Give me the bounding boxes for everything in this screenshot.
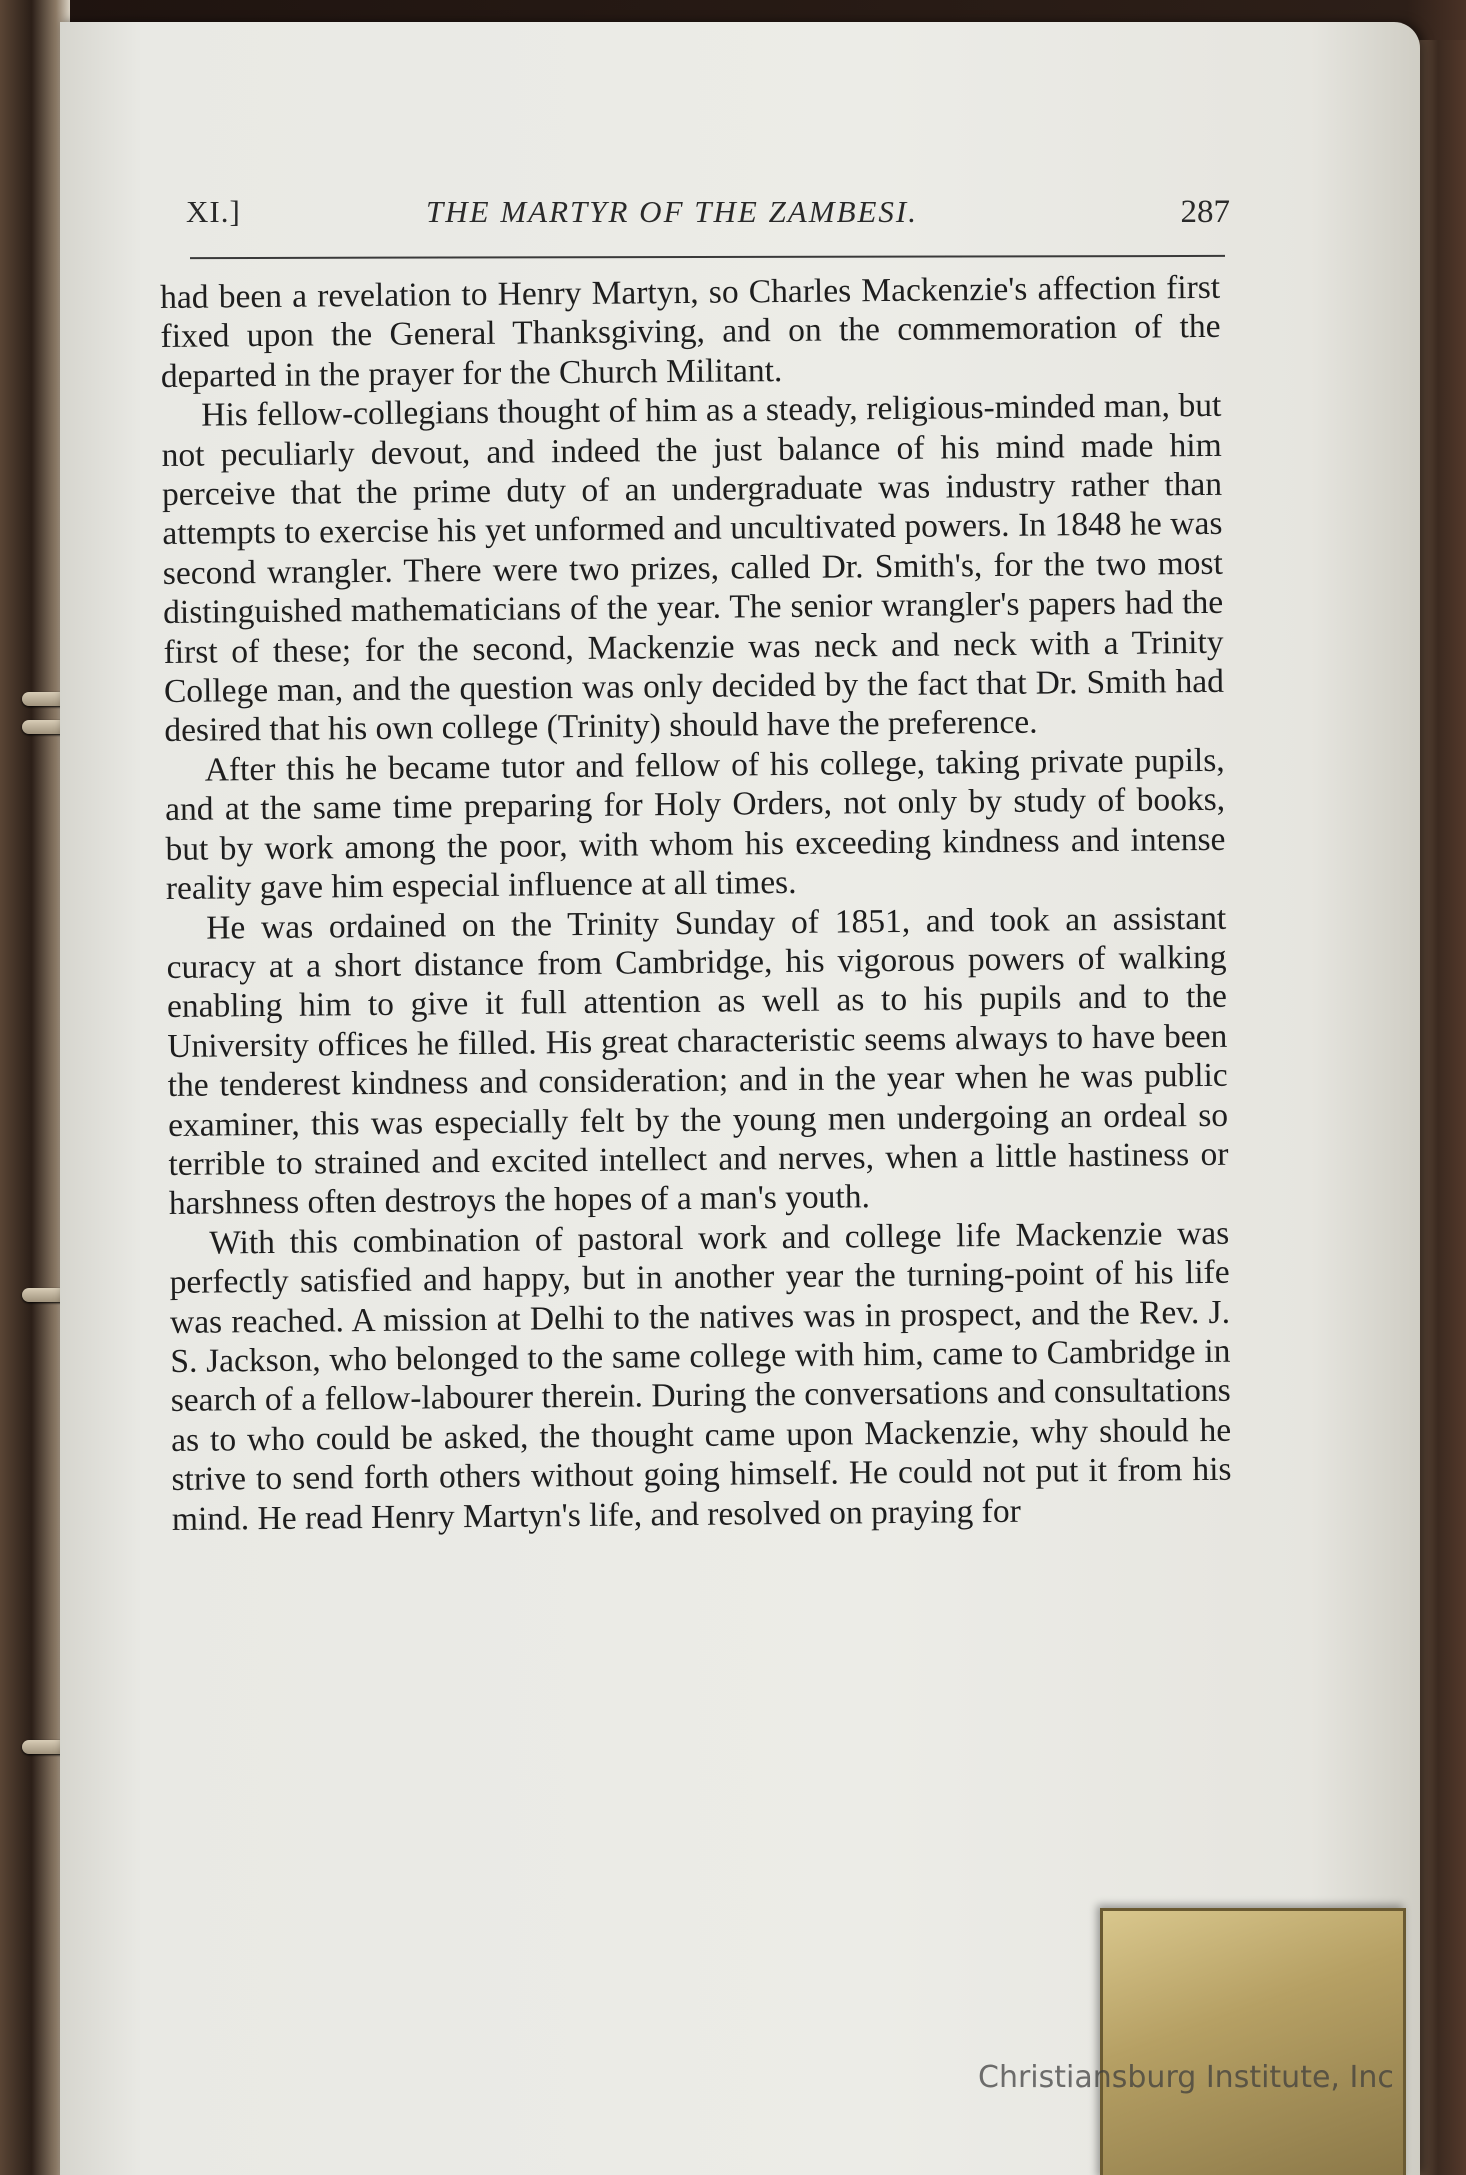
paragraph: His fellow-collegians thought of him as a steady, religious-minded man, but not peculiarly devout, and indeed the just balance of his mind made him perceive that the prime duty of an undergraduate was industry rather than attempts to exercise his yet unformed and uncultivated powers. In 1848 he was second wrangler. There were two prizes, called Dr. Smith's, for the two most distinguished mathematicians of the year. The senior wrangler's papers had the first of these; for the second, Mackenzie was neck and neck with a Trinity College man, and the question was only decided by the fact that Dr. Smith had desired that his own college (Trinity) should have the preference.: [161, 387, 1225, 750]
body-text: [160, 268, 1232, 1539]
running-header: [130, 170, 1230, 230]
book-weight-block: [1100, 1908, 1406, 2175]
paragraph: He was ordained on the Trinity Sunday of 1851, and took an assistant curacy at a short distance from Cambridge, his vigorous powers of walking enabling him to give it full attention as well as to his pupils and to the University offices he filled. His great characteristic seems always to have been the tenderest kindness and consideration; and in the year when he was public examiner, this was especially felt by the young men undergoing an ordeal so terrible to strained and excited intellect and nerves, when a little hastiness or harshness often destroys the hopes of a man's youth.: [166, 899, 1229, 1223]
paragraph: After this he became tutor and fellow of his college, taking private pupils, and at the same time preparing for Holy Orders, not only by study of books, but by work among the poor, with whom his exceeding kindness and intense reality gave him especial influence at all times.: [164, 741, 1226, 908]
paragraph: With this combination of pastoral work and college life Mackenzie was perfectly satisfied and happy, but in another year the turning-point of his life was reached. A mission at Delhi to the natives was in prospect, and the Rev. J. S. Jackson, who belonged to the same college with him, came to Cambridge in search of a fellow-labourer therein. During the conversations and consultations as to who could be asked, the thought came upon Mackenzie, why should he strive to send forth others without going himself. He could not put it from his mind. He read Henry Martyn's life, and resolved on praying for: [169, 1214, 1232, 1538]
running-title: THE MARTYR OF THE ZAMBESI.: [426, 194, 919, 229]
chapter-number: XI.]: [186, 194, 241, 229]
page-number: 287: [1180, 194, 1230, 230]
watermark: Christiansburg Institute, Inc: [978, 2060, 1394, 2095]
paragraph: had been a revelation to Henry Martyn, so Charles Mackenzie's affection first fixed upon the General Thanksgiving, and on the commemoration of the departed in the prayer for the Church Militant.: [160, 268, 1221, 395]
